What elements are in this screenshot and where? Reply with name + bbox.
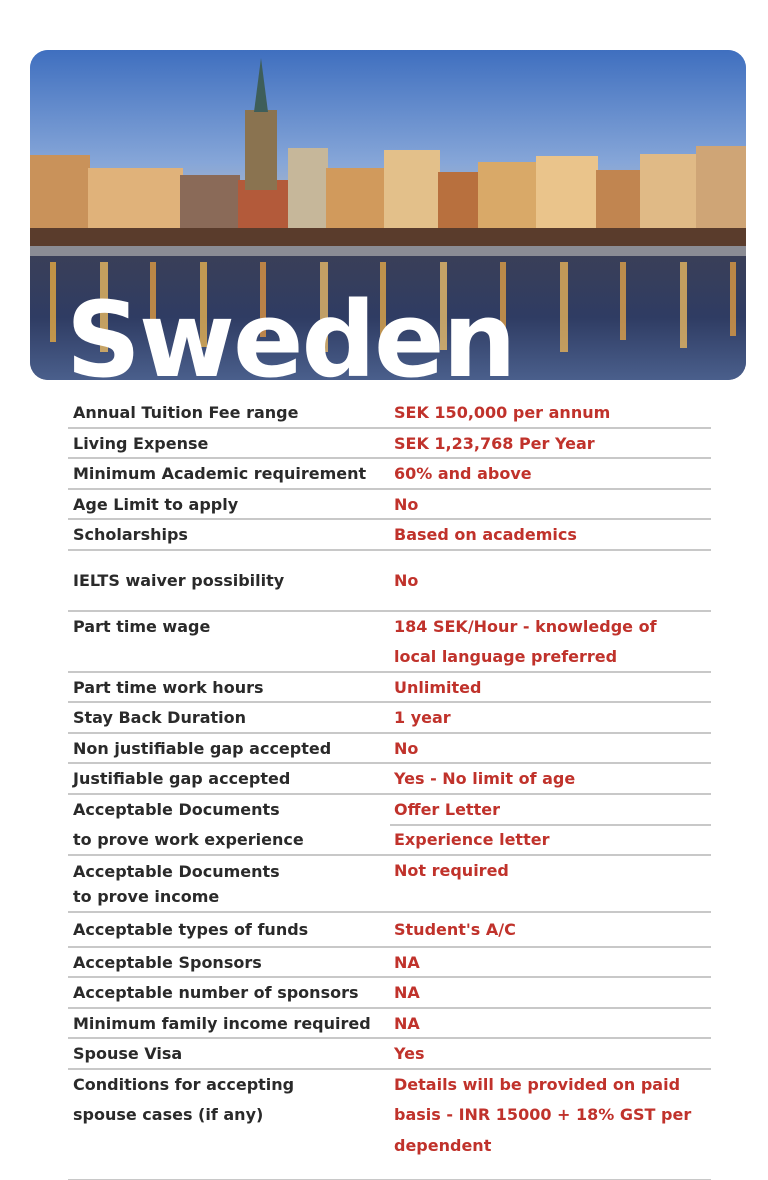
table-row xyxy=(68,795,711,856)
row-value-line: Yes - No limit of age xyxy=(394,769,576,788)
inner-divider xyxy=(390,824,711,826)
row-label xyxy=(73,1039,182,1070)
row-value-line: local language preferred xyxy=(394,647,618,666)
row-label xyxy=(73,490,238,521)
row-label-line: Justifiable gap accepted xyxy=(73,769,291,788)
row-value-line: No xyxy=(394,738,419,758)
row-label xyxy=(73,915,308,946)
row-label-line: Part time wage xyxy=(73,616,211,636)
row-label xyxy=(73,1070,294,1131)
row-label xyxy=(73,612,210,643)
country-title: Sweden xyxy=(66,279,515,380)
row-value-line: NA xyxy=(394,1013,420,1033)
row-label-line: to prove work experience xyxy=(73,830,304,849)
row-label-line: Part time work hours xyxy=(73,677,264,697)
row-value xyxy=(394,703,451,734)
table-row xyxy=(68,1039,711,1070)
row-value xyxy=(394,566,418,597)
row-label xyxy=(73,764,290,795)
table-row xyxy=(68,429,711,460)
row-label-line: Acceptable Documents xyxy=(73,799,280,819)
row-label xyxy=(73,734,331,765)
table-row xyxy=(68,856,711,913)
row-label-line: Living Expense xyxy=(73,433,209,453)
table-row xyxy=(68,459,711,490)
hero-banner xyxy=(30,50,746,380)
row-label-line: Stay Back Duration xyxy=(73,708,247,727)
row-value-line: Unlimited xyxy=(394,677,482,697)
row-value xyxy=(394,764,575,795)
row-label-line: Scholarships xyxy=(73,525,188,544)
table-row xyxy=(68,734,711,765)
table-row xyxy=(68,1070,711,1180)
row-label xyxy=(73,673,264,704)
table-row xyxy=(68,490,711,521)
row-label-line: Age Limit to apply xyxy=(73,494,239,514)
table-row xyxy=(68,913,711,948)
row-value-line: Offer Letter xyxy=(394,799,500,819)
row-label-line: IELTS waiver possibility xyxy=(73,570,285,590)
row-label xyxy=(73,566,284,597)
row-label-line: Spouse Visa xyxy=(73,1044,183,1063)
row-label xyxy=(73,1009,371,1040)
table-row xyxy=(68,673,711,704)
row-value xyxy=(394,398,610,429)
table-row xyxy=(68,520,711,551)
row-value-line: 1 year xyxy=(394,708,451,727)
row-label-line: Annual Tuition Fee range xyxy=(73,403,299,422)
row-value xyxy=(394,978,420,1009)
table-row xyxy=(68,398,711,429)
row-label xyxy=(73,398,298,429)
row-value xyxy=(394,520,577,551)
row-value xyxy=(394,1009,420,1040)
row-label-line: Acceptable Documents xyxy=(73,861,280,881)
row-label-line: Conditions for accepting xyxy=(73,1074,295,1094)
row-value-line: dependent xyxy=(394,1135,492,1155)
row-value-line: 60% and above xyxy=(394,464,532,483)
row-value-line: No xyxy=(394,570,419,590)
info-table xyxy=(68,398,711,1180)
row-label-line: Minimum Academic requirement xyxy=(73,464,367,483)
row-label xyxy=(73,459,366,490)
row-label-line: Acceptable types of funds xyxy=(73,919,309,939)
row-value xyxy=(394,673,481,704)
row-label xyxy=(73,795,304,856)
row-label xyxy=(73,703,246,734)
row-value xyxy=(394,1039,425,1070)
row-value-line: Not required xyxy=(394,860,509,880)
row-value xyxy=(394,612,657,673)
row-label xyxy=(73,948,262,979)
row-label-line: Minimum family income required xyxy=(73,1013,371,1033)
table-row xyxy=(68,978,711,1009)
row-label xyxy=(73,429,208,460)
table-row xyxy=(68,612,711,673)
row-value-line: No xyxy=(394,494,419,514)
row-value xyxy=(394,459,532,490)
row-value-line: Experience letter xyxy=(394,830,550,849)
row-value xyxy=(394,915,516,946)
row-label-line: Acceptable Sponsors xyxy=(73,952,262,972)
row-value-line: basis - INR 15000 + 18% GST per xyxy=(394,1105,692,1124)
row-label-line: spouse cases (if any) xyxy=(73,1105,264,1124)
row-label-line: to prove income xyxy=(73,886,220,906)
row-value-line: NA xyxy=(394,952,420,972)
row-value xyxy=(394,1070,691,1162)
row-value-line: SEK 1,23,768 Per Year xyxy=(394,433,595,453)
table-row xyxy=(68,1009,711,1040)
row-value xyxy=(394,856,509,887)
table-row xyxy=(68,948,711,979)
table-row xyxy=(68,703,711,734)
row-value xyxy=(394,490,418,521)
table-row xyxy=(68,551,711,612)
row-value-line: SEK 150,000 per annum xyxy=(394,403,611,422)
row-label xyxy=(73,859,280,909)
table-row xyxy=(68,764,711,795)
row-label-line: Non justifiable gap accepted xyxy=(73,738,332,758)
row-value-line: NA xyxy=(394,983,420,1002)
row-value-line: Based on academics xyxy=(394,525,577,544)
row-value xyxy=(394,429,595,460)
row-label xyxy=(73,520,188,551)
row-value-line: 184 SEK/Hour - knowledge of xyxy=(394,616,657,636)
row-value xyxy=(394,734,418,765)
row-value-line: Details will be provided on paid xyxy=(394,1074,681,1094)
row-value-line: Yes xyxy=(394,1044,425,1063)
row-value-line: Student's A/C xyxy=(394,919,516,939)
row-label xyxy=(73,978,359,1009)
row-label-line: Acceptable number of sponsors xyxy=(73,983,359,1002)
row-value xyxy=(394,948,420,979)
